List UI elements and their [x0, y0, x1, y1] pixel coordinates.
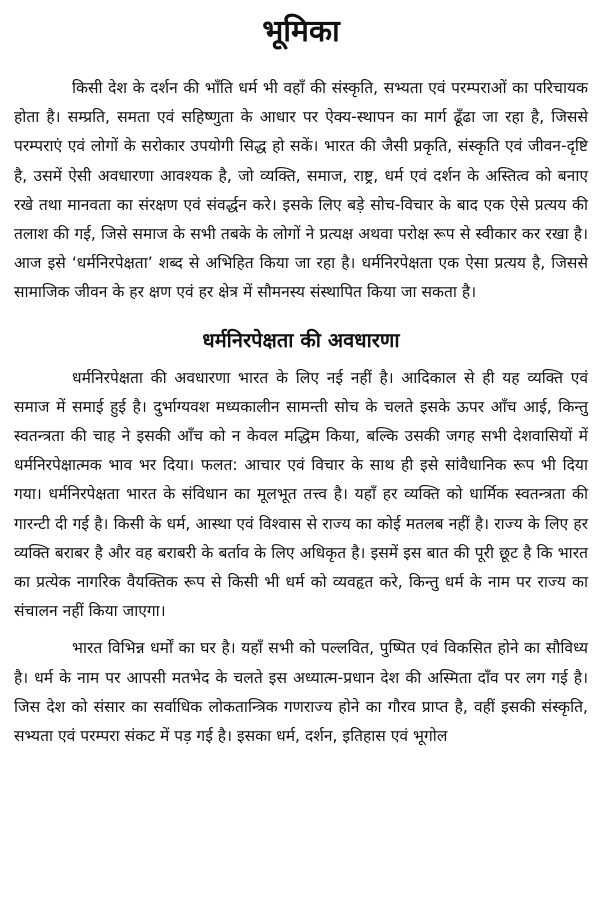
page-title: भूमिका [262, 14, 340, 49]
section-paragraph-1: धर्मनिरपेक्षता की अवधारणा भारत के लिए नई नहीं है। आदिकाल से ही यह व्यक्ति एवं समाज में समाई हुई है। दुर्भाग्यवश मध्यकालीन सामन्ती सोच के चलते इसके ऊपर आँच आई, किन्तु स्वतन्त्रता की चाह ने इसकी आँच को न केवल मद्धिम किया, बल्कि उसकी जगह सभी देशवासियों में धर्मनिरपेक्षात्मक भाव भर दिया। फलत: आचार एवं विचार के साथ ही इसे सांवैधानिक रूप भी दिया गया। धर्मनिरपेक्षता भारत के संविधान का मूलभूत तत्त्व है। यहाँ हर व्यक्ति को धार्मिक स्वतन्त्रता की गारन्टी दी गई है। किसी के धर्म, आस्था एवं विश्वास से राज्य का कोई मतलब नहीं है। राज्य के लिए हर व्यक्ति बराबर है और वह बराबरी के बर्ताव के लिए अधिकृत है। इसमें इस बात की पूरी छूट है कि भारत का प्रत्येक नागरिक वैयक्तिक रूप से किसी भी धर्म को व्यवहृत करे, किन्तु धर्म के नाम पर राज्य का संचालन नहीं किया जाएगा। [14, 368, 588, 621]
intro-paragraph: किसी देश के दर्शन की भाँति धर्म भी वहाँ की संस्कृति, सभ्यता एवं परम्पराओं का परिचायक होता है। सम्प्रति, समता एवं सहिष्णुता के आधार पर ऐक्य-स्थापन का मार्ग ढूँढा जा रहा है, जिससे परम्पराएं एवं लोगों के सरोकार उपयोगी सिद्ध हो सकें। भारत की जैसी प्रकृति, संस्कृति एवं जीवन-दृष्टि है, उसमें ऐसी अवधारणा आवश्यक है, जो व्यक्ति, समाज, राष्ट्र, धर्म एवं दर्शन के अस्तित्व को बनाए रखे तथा मानवता का संरक्षण एवं संवर्द्धन करे। इसके लिए बड़े सोच-विचार के बाद एक ऐसे प्रत्यय की तलाश की गई, जिसे समाज के सभी तबके के लोगों ने प्रत्यक्ष अथवा परोक्ष रूप से स्वीकार कर रखा है। आज इसे ‘धर्मनिरपेक्षता’ शब्द से अभिहित किया जा रहा है। धर्मनिरपेक्षता एक ऐसा प्रत्यय है, जिससे सामाजिक जीवन के हर क्षण एवं हर क्षेत्र में सौमनस्य संस्थापित किया जा सकता है। [14, 79, 588, 302]
section-paragraph-2: भारत विभिन्न धर्मों का घर है। यहाँ सभी को पल्लवित, पुष्पित एवं विकसित होने का सौविध्य है। धर्म के नाम पर आपसी मतभेद के चलते इस अध्यात्म-प्रधान देश की अस्मिता दाँव पर लग गई है। जिस देश को संसार का सर्वाधिक लोकतान्त्रिक गणराज्य होने का गौरव प्राप्त है, वहीं इसकी संस्कृति, सभ्यता एवं परम्परा संकट में पड़ गई है। इसका धर्म, दर्शन, इतिहास एवं भूगोल [14, 639, 588, 746]
section-heading: धर्मनिरपेक्षता की अवधारणा [202, 327, 400, 352]
